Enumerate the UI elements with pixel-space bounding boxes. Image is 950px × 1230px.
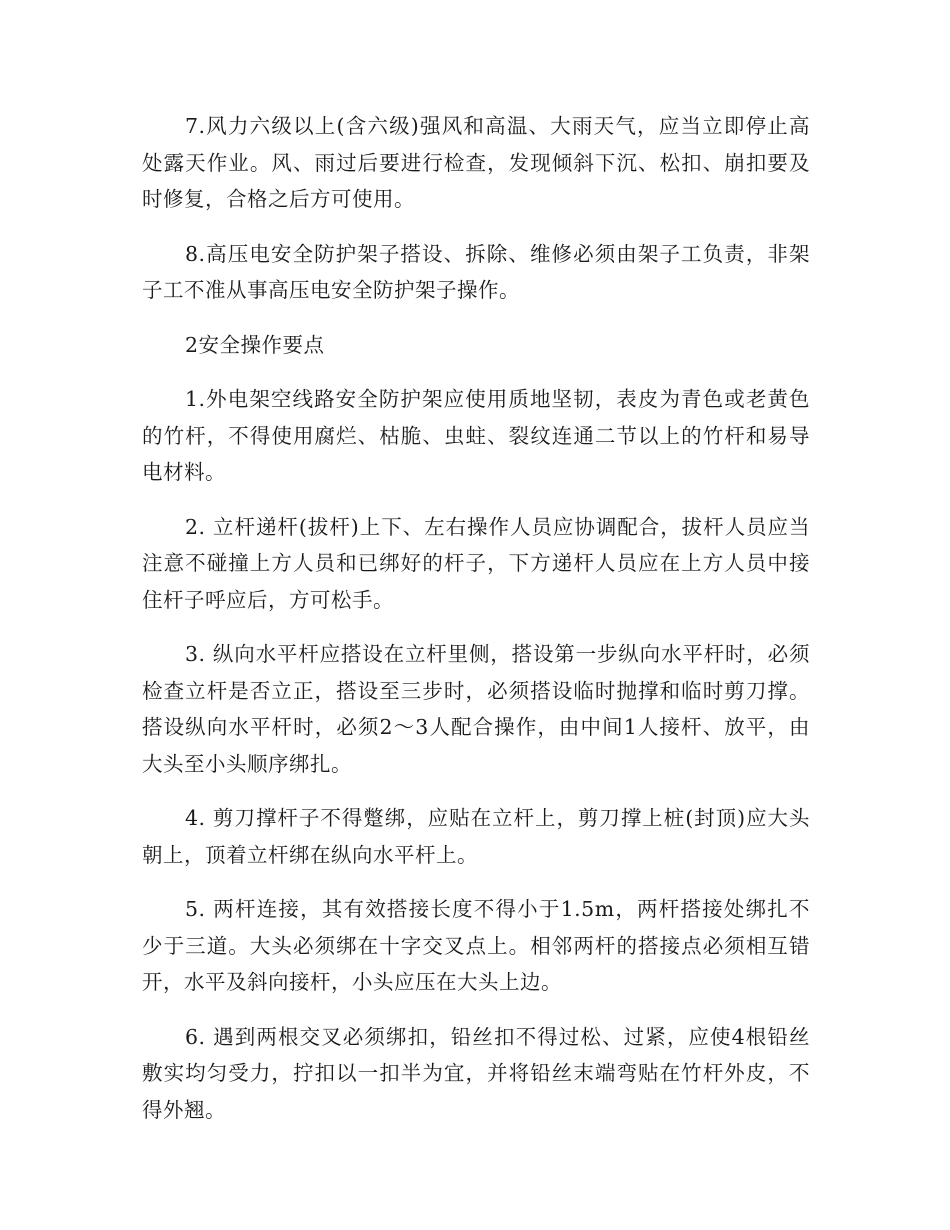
- paragraph-3-horizontal-bar: 3. 纵向水平杆应搭设在立杆里侧，搭设第一步纵向水平杆时，必须检查立杆是否立正，搭设至三步时，必须搭设临时抛撑和临时剪刀撑。搭设纵向水平杆时，必须2～3人配合操作，由中间1人接杆、放平，由大头至小头顺序绑扎。: [142, 642, 810, 776]
- paragraph-7-weather: 7.风力六级以上(含六级)强风和高温、大雨天气，应当立即停止高处露天作业。风、雨过后要进行检查，发现倾斜下沉、松扣、崩扣要及时修复，合格之后方可使用。: [142, 114, 810, 211]
- paragraph-2-pole-passing: 2. 立杆递杆(拔杆)上下、左右操作人员应协调配合，拔杆人员应当注意不碰撞上方人员和已绑好的杆子，下方递杆人员应在上方人员中接住杆子呼应后，方可松手。: [142, 514, 810, 612]
- paragraph-1-materials: 1.外电架空线路安全防护架应使用质地坚韧，表皮为青色或老黄色的竹杆，不得使用腐烂、枯脆、虫蛀、裂纹连通二节以上的竹杆和易导电材料。: [142, 387, 810, 484]
- section-heading-safety-operation: 2安全操作要点: [185, 332, 325, 357]
- document-body: [142, 108, 810, 1146]
- paragraph-6-wire-binding: 6. 遇到两根交叉必须绑扣，铅丝扣不得过松、过紧，应使4根铅丝敷实均匀受力，拧扣以一扣半为宜，并将铅丝末端弯贴在竹杆外皮，不得外翘。: [142, 1024, 810, 1122]
- paragraph-8-responsibility: 8.高压电安全防护架子搭设、拆除、维修必须由架子工负责，非架子工不准从事高压电安全防护架子操作。: [142, 241, 810, 302]
- paragraph-5-pole-joint: 5. 两杆连接，其有效搭接长度不得小于1.5m，两杆搭接处绑扎不少于三道。大头必须绑在十字交叉点上。相邻两杆的搭接点必须相互错开，水平及斜向接杆，小头应压在大头上边。: [142, 897, 810, 994]
- paragraph-4-scissor-brace: 4. 剪刀撑杆子不得蹩绑，应贴在立杆上，剪刀撑上桩(封顶)应大头朝上，顶着立杆绑在纵向水平杆上。: [142, 806, 810, 867]
